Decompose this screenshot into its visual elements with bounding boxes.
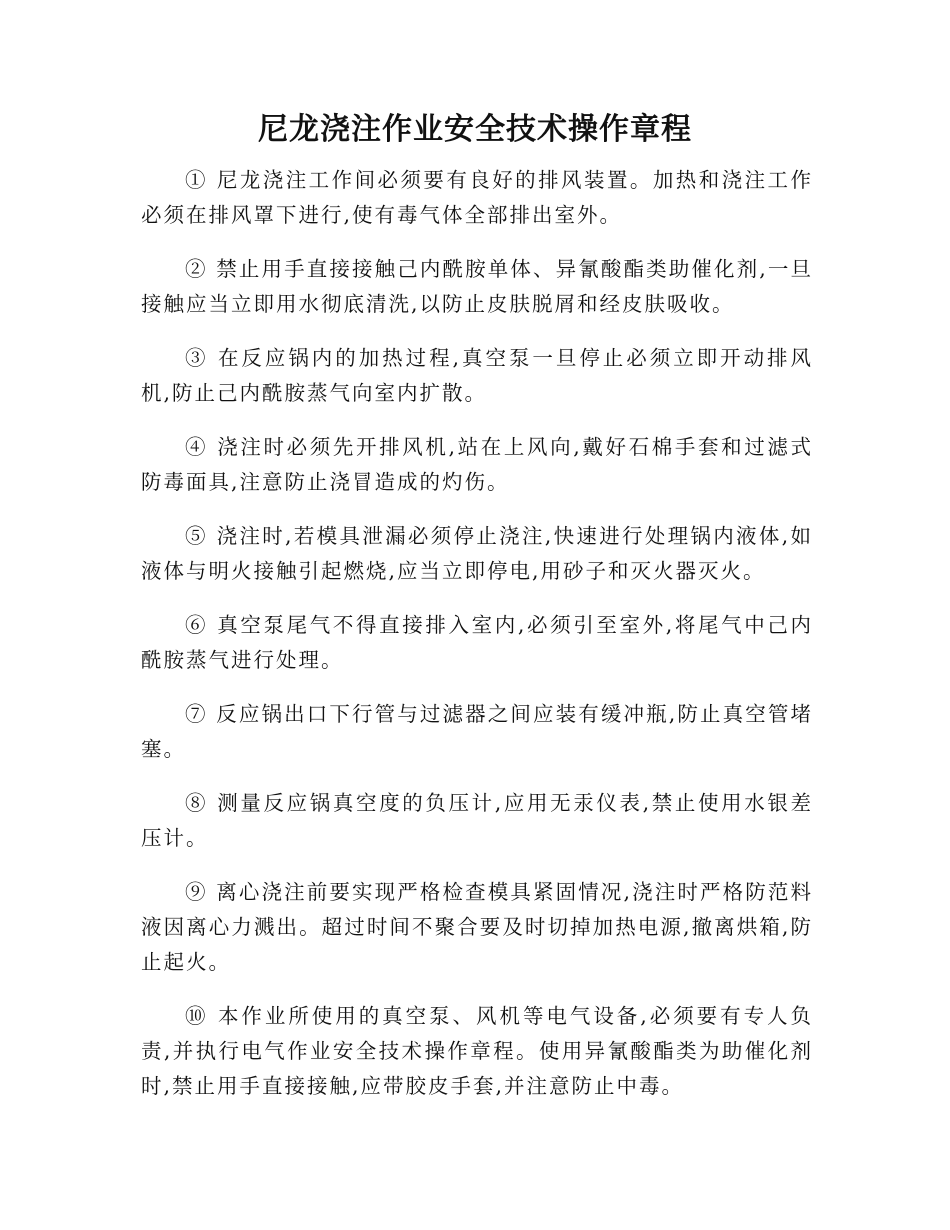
document-title: 尼龙浇注作业安全技术操作章程 (258, 112, 692, 147)
rule-paragraph-3: ③ 在反应锅内的加热过程,真空泵一旦停止必须立即开动排风机,防止己内酰胺蒸气向室内扩散。 (141, 346, 813, 405)
rule-paragraph-9: ⑨ 离心浇注前要实现严格检查模具紧固情况,浇注时严格防范料液因离心力溅出。超过时间不聚合要及时切掉加热电源,撤离烘箱,防止起火。 (141, 880, 813, 974)
rule-paragraph-2: ② 禁止用手直接接触己内酰胺单体、异氰酸酯类助催化剂,一旦接触应当立即用水彻底清洗,以防止皮肤脱屑和经皮肤吸收。 (141, 257, 813, 316)
rule-paragraph-1: ① 尼龙浇注工作间必须要有良好的排风装置。加热和浇注工作必须在排风罩下进行,使有毒气体全部排出室外。 (141, 168, 813, 227)
rule-paragraph-5: ⑤ 浇注时,若模具泄漏必须停止浇注,快速进行处理锅内液体,如液体与明火接触引起燃烧,应当立即停电,用砂子和灭火器灭火。 (141, 524, 813, 583)
rule-paragraph-4: ④ 浇注时必须先开排风机,站在上风向,戴好石棉手套和过滤式防毒面具,注意防止浇冒造成的灼伤。 (141, 435, 813, 494)
rule-paragraph-7: ⑦ 反应锅出口下行管与过滤器之间应装有缓冲瓶,防止真空管堵塞。 (141, 702, 813, 761)
rule-paragraph-10: ⑩ 本作业所使用的真空泵、风机等电气设备,必须要有专人负责,并执行电气作业安全技术操作章程。使用异氰酸酯类为助催化剂时,禁止用手直接接触,应带胶皮手套,并注意防止中毒。 (141, 1004, 813, 1098)
rule-paragraph-8: ⑧ 测量反应锅真空度的负压计,应用无汞仪表,禁止使用水银差压计。 (141, 791, 813, 850)
document-body (141, 163, 813, 1123)
rule-paragraph-6: ⑥ 真空泵尾气不得直接排入室内,必须引至室外,将尾气中己内酰胺蒸气进行处理。 (141, 613, 813, 672)
